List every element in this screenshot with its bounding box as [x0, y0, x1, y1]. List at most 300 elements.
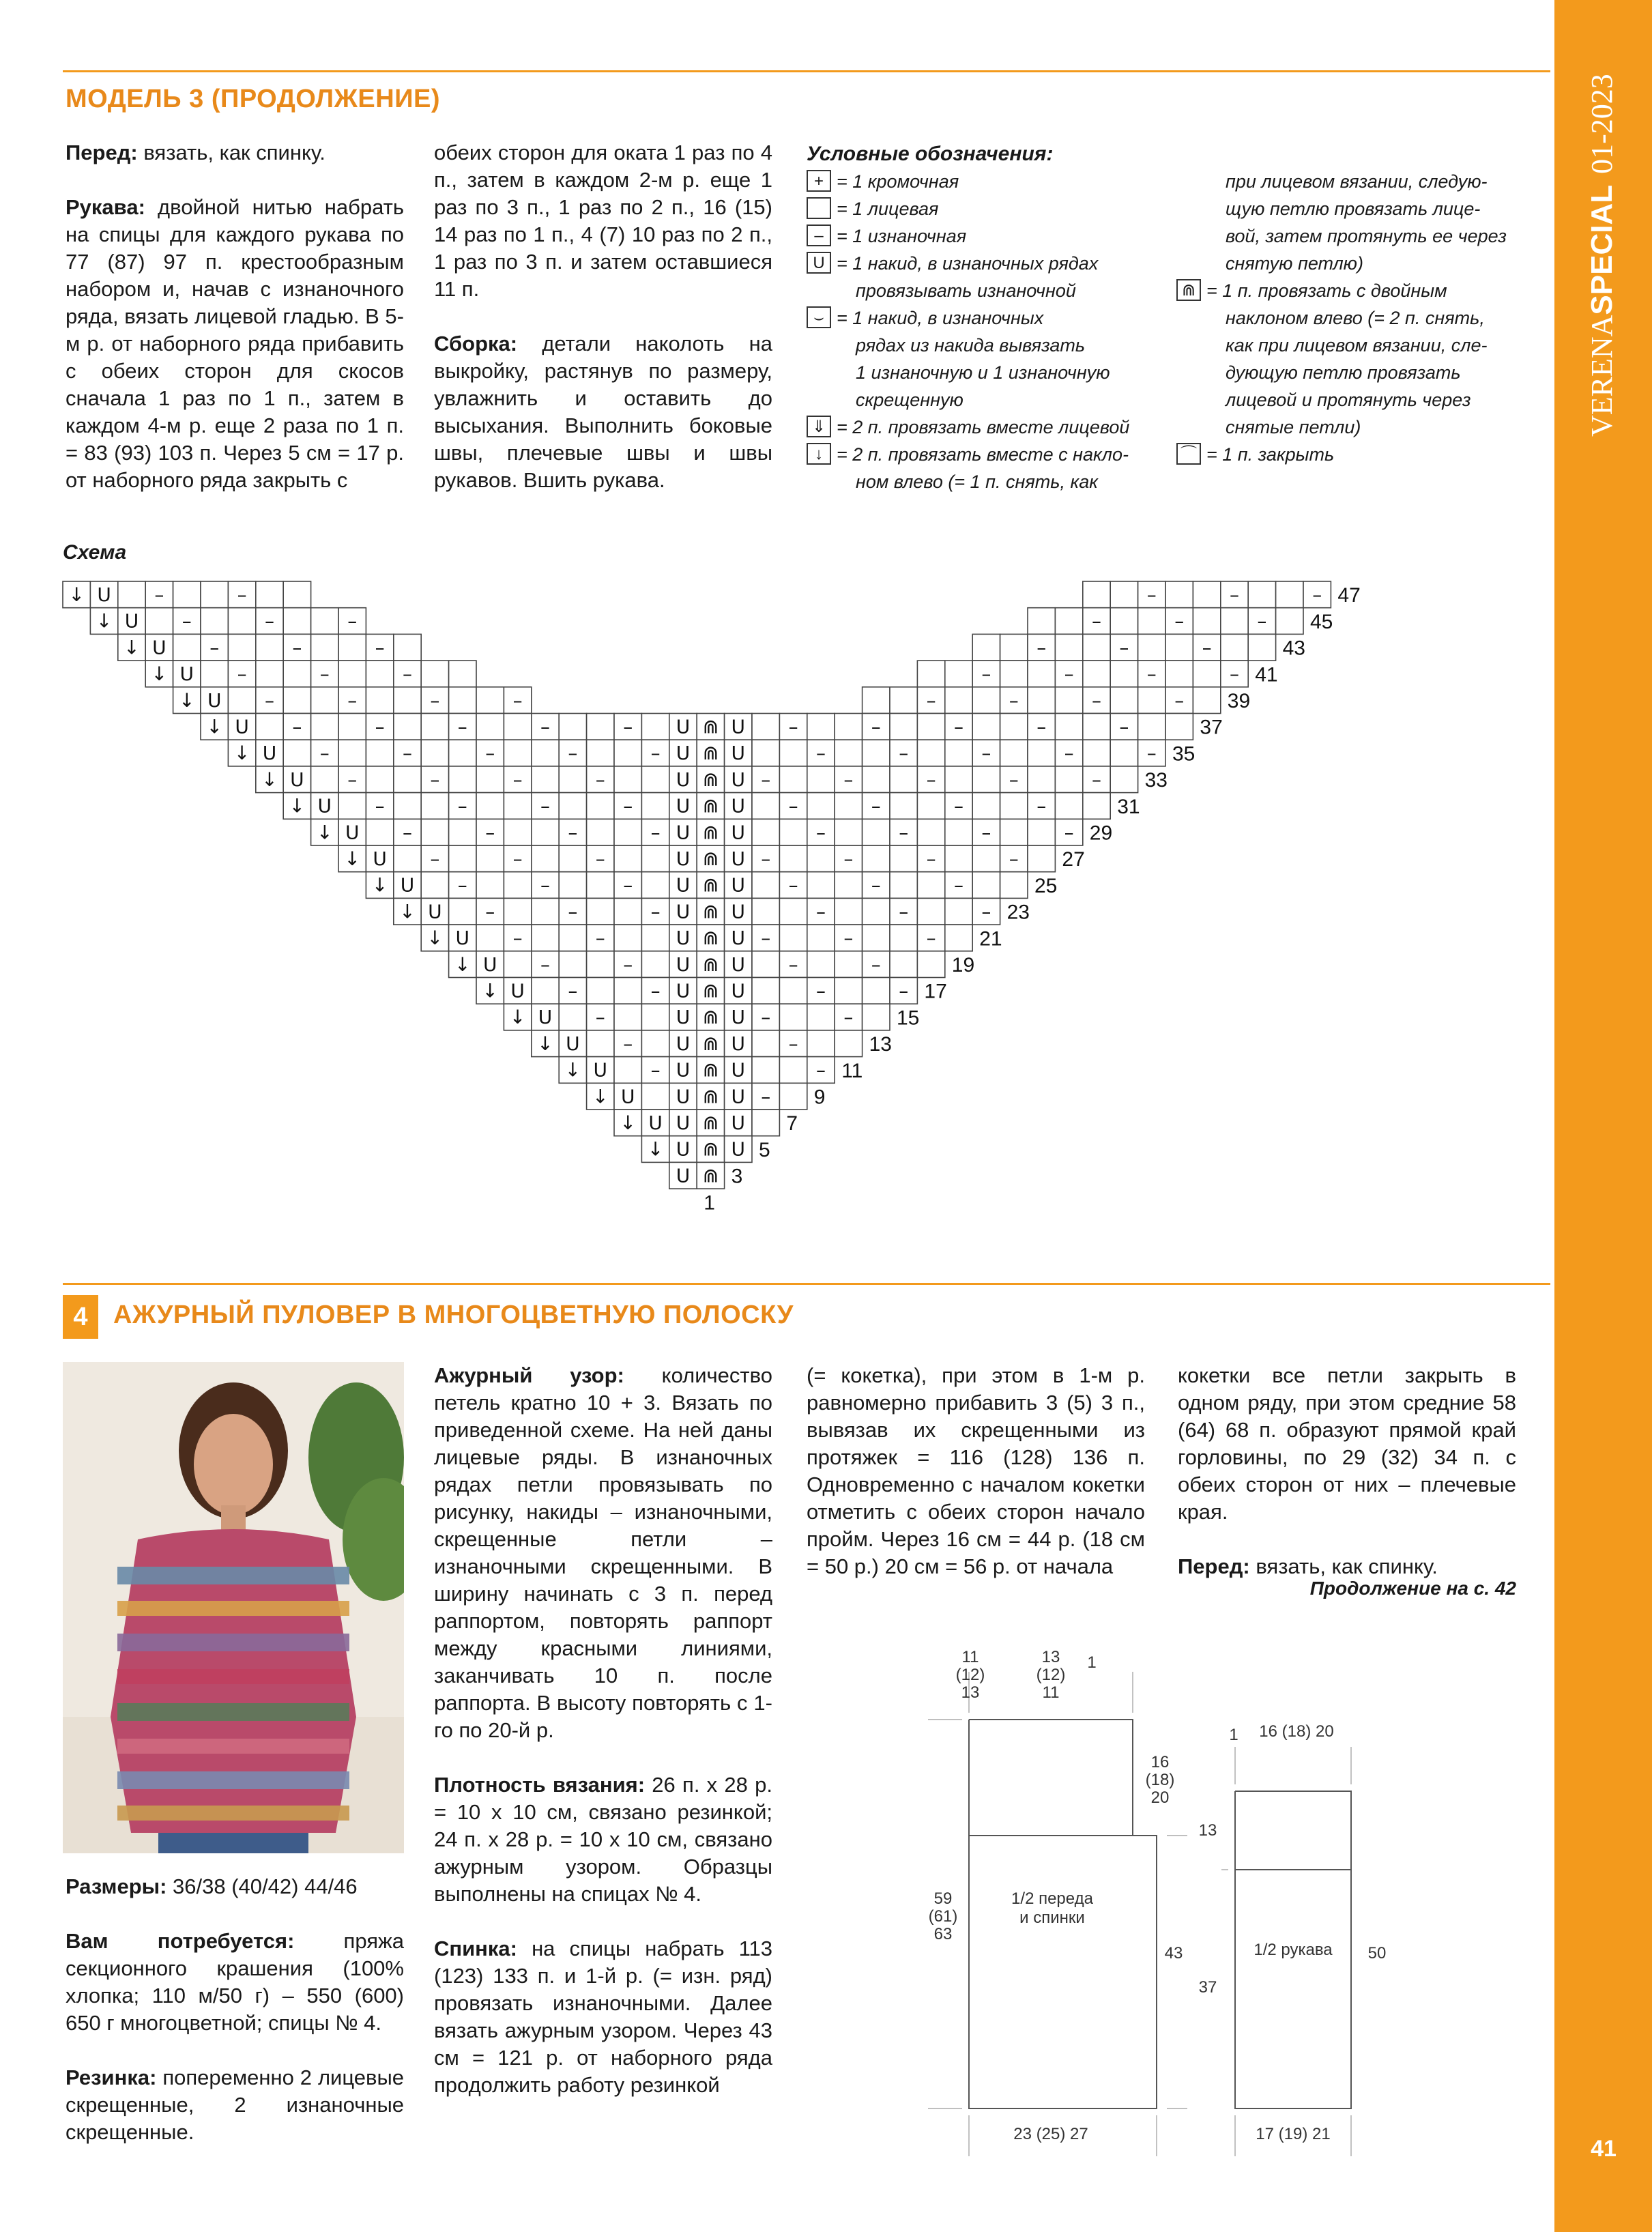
chart-cell	[779, 740, 807, 766]
chart-cell	[614, 925, 641, 951]
chart-symbol: –	[595, 1006, 605, 1029]
sleeve-bottom: 17 (19) 21	[1256, 2125, 1331, 2143]
chart-cell	[779, 845, 807, 872]
chart-symbol: –	[237, 663, 247, 686]
chart-symbol: –	[457, 715, 467, 738]
chart-cell	[394, 766, 421, 793]
chart-cell	[1000, 714, 1028, 740]
chart-symbol: –	[568, 821, 578, 844]
chart-symbol: –	[761, 847, 771, 871]
row-number: 39	[1227, 689, 1251, 712]
row-number: 35	[1172, 742, 1195, 766]
chart-symbol: –	[347, 689, 358, 712]
chart-cell	[1110, 661, 1137, 687]
legend-text-cont: рядах из накида вывязать	[856, 335, 1086, 356]
chart-symbol: –	[568, 979, 578, 1002]
paragraph-text: попеременно 2 лицевые скрещенные, 2 изнаночные скрещенные.	[66, 2066, 404, 2144]
chart-cell	[1083, 661, 1110, 687]
dim-right-a1: 16	[1150, 1753, 1170, 1771]
chart-cell	[1110, 581, 1137, 608]
dim-top-b2: (12)	[1036, 1666, 1066, 1684]
chart-symbol: –	[512, 847, 523, 871]
legend-text-cont: лицевой и протянуть через	[1226, 390, 1471, 410]
chart-cell	[863, 925, 890, 951]
chart-symbol: –	[512, 689, 523, 712]
chart-cell	[641, 1083, 669, 1110]
chart-symbol: –	[1119, 636, 1129, 659]
chart-cell	[1248, 634, 1275, 661]
row-number: 37	[1200, 716, 1223, 739]
row-number: 27	[1062, 848, 1085, 871]
legend-symbol-icon: +	[807, 170, 831, 192]
chart-symbol: –	[843, 847, 854, 871]
chart-symbol: ↓	[344, 847, 360, 871]
chart-cell	[752, 898, 779, 925]
chart-symbol: –	[209, 636, 220, 659]
chart-cell	[1028, 740, 1055, 766]
chart-symbol: U	[179, 663, 194, 686]
legend-text-cont: провязывать изнаночной	[856, 280, 1076, 301]
paragraph-label: Перед:	[1178, 1554, 1250, 1578]
chart-cell	[532, 740, 559, 766]
model4-col3	[807, 1362, 1145, 1608]
chart-symbol: –	[843, 1006, 854, 1029]
chart-symbol: U	[676, 1085, 691, 1108]
row-number: 13	[869, 1033, 892, 1056]
chart-symbol: U	[731, 979, 746, 1002]
chart-cell	[641, 1030, 669, 1057]
chart-symbol: U	[731, 715, 746, 738]
chart-cell	[779, 766, 807, 793]
chart-symbol: –	[375, 715, 385, 738]
chart-cell	[614, 819, 641, 845]
legend-text-cont: дующую петлю провязать	[1226, 362, 1461, 383]
chart-cell	[504, 898, 531, 925]
chart-cell	[311, 687, 338, 714]
chart-cell	[504, 740, 531, 766]
chart-cell	[972, 793, 1000, 820]
chart-cell	[917, 740, 944, 766]
chart-symbol: ↓	[289, 794, 306, 817]
chart-cell	[1193, 608, 1220, 635]
chart-symbol: –	[816, 1058, 826, 1082]
legend-text: = 1 п. закрыть	[1206, 444, 1335, 465]
chart-symbol: ↓	[151, 663, 168, 686]
chart-cell	[366, 687, 393, 714]
row-number: 43	[1282, 637, 1305, 660]
paragraph-label: Сборка:	[434, 332, 518, 356]
legend-symbol-icon: U	[807, 252, 831, 274]
paragraph-label: Вам потребуется:	[66, 1929, 295, 1953]
chart-symbol: U	[97, 583, 111, 607]
chart-symbol: –	[1009, 847, 1019, 871]
chart-symbol: U	[731, 900, 746, 923]
chart-symbol: –	[265, 609, 274, 633]
row-number: 41	[1255, 663, 1278, 686]
chart-cell	[532, 978, 559, 1004]
chart-cell	[890, 766, 917, 793]
sleeve-37: 37	[1198, 1978, 1217, 1997]
paragraph	[66, 2064, 404, 2146]
chart-symbol: U	[676, 768, 691, 791]
chart-cell	[283, 740, 310, 766]
paragraph-label: Плотность вязания:	[434, 1773, 646, 1797]
dim-top-c: 1	[1087, 1653, 1097, 1672]
chart-symbol: ⋒	[702, 1085, 719, 1108]
chart-symbol: U	[731, 821, 746, 844]
model4-col2	[434, 1362, 772, 2126]
chart-symbol: ↓	[233, 742, 250, 765]
chart-cell	[863, 898, 890, 925]
chart-cell	[587, 978, 614, 1004]
chart-cell	[338, 740, 366, 766]
body-label-2: и спинки	[1019, 1909, 1085, 1927]
chart-symbol: U	[731, 1112, 746, 1135]
chart-cell	[807, 1030, 835, 1057]
dim-right-a2: (18)	[1145, 1771, 1175, 1789]
chart-cell	[394, 634, 421, 661]
chart-symbol: ↓	[454, 953, 471, 976]
paragraph-label: Рукава:	[66, 195, 145, 219]
legend-text-cont: при лицевом вязании, следую-	[1226, 171, 1488, 192]
chart-cell	[945, 845, 972, 872]
chart-symbol: ↓	[399, 900, 416, 923]
chart-symbol: –	[1064, 663, 1074, 686]
chart-cell	[890, 793, 917, 820]
chart-symbol: –	[568, 900, 578, 923]
chart-symbol: –	[981, 742, 991, 765]
chart-symbol: –	[788, 873, 798, 897]
chart-symbol: –	[154, 583, 164, 607]
paragraph-text: пряжа секционного крашения (100% хлопка; 110 м/50 г) – 550 (600) 650 г многоцветной; спицы № 4.	[66, 1929, 404, 2035]
chart-symbol: ⋒	[702, 1032, 719, 1055]
legend-symbol-icon: ⋒	[1176, 279, 1201, 301]
chart-symbol: –	[871, 794, 881, 817]
chart-symbol: U	[676, 847, 691, 871]
chart-symbol: U	[731, 1006, 746, 1029]
paragraph-text: вязать, как спинку.	[137, 141, 325, 164]
chart-symbol: ↓	[647, 1137, 664, 1161]
chart-cell	[863, 687, 890, 714]
chart-cell	[449, 845, 476, 872]
legend-text-cont: ном влево (= 1 п. снять, как	[856, 472, 1098, 492]
body-label-1: 1/2 переда	[1011, 1889, 1093, 1908]
chart-cell	[779, 1057, 807, 1084]
chart-symbol: U	[262, 742, 277, 765]
chart-symbol: –	[430, 689, 440, 712]
paragraph	[66, 1873, 404, 1900]
legend-text: = 1 накид, в изнаночных	[837, 308, 1044, 328]
chart-cell	[201, 608, 228, 635]
chart-symbol: –	[623, 1032, 633, 1055]
chart-cell	[835, 1030, 862, 1057]
chart-cell	[641, 845, 669, 872]
legend-text: = 1 изнаночная	[837, 226, 967, 246]
chart-cell	[1138, 687, 1165, 714]
paragraph-text: обеих сторон для оката 1 раз по 4 п., затем в каждом 2-м р. еще 1 раз по 3 п., 1 раз по 2 п., 16 (15) 14 раз по 1 п., 4 (7) 10 раз по 2 п., 1 раз по 3 п. и затем оставшиеся 11 п.	[434, 141, 772, 301]
chart-cell	[835, 740, 862, 766]
chart-cell	[752, 714, 779, 740]
legend-text-cont: снятую петлю)	[1226, 253, 1363, 274]
legend-text-cont: вой, затем протянуть ее через	[1226, 226, 1507, 246]
legend-text-cont: снятые петли)	[1226, 417, 1361, 437]
chart-symbol: U	[207, 689, 222, 712]
chart-cell	[559, 1004, 586, 1030]
model4-col1	[66, 1873, 404, 2173]
chart-cell	[1028, 766, 1055, 793]
chart-symbol: –	[899, 900, 909, 923]
chart-symbol: ↓	[564, 1058, 581, 1082]
chart-symbol: U	[510, 979, 525, 1002]
chart-symbol: –	[1230, 663, 1239, 686]
dim-right-b: 43	[1164, 1944, 1183, 1962]
paragraph-label: Ажурный узор:	[434, 1363, 624, 1387]
dim-top-b1: 13	[1041, 1648, 1060, 1666]
chart-symbol: –	[816, 742, 826, 765]
chart-cell	[890, 872, 917, 899]
chart-cell	[504, 819, 531, 845]
chart-cell	[532, 766, 559, 793]
chart-cell	[972, 766, 1000, 793]
chart-cell	[559, 714, 586, 740]
legend-symbol-icon: ⌒	[1176, 443, 1201, 465]
chart-cell	[752, 1110, 779, 1136]
chart-symbol: ↓	[592, 1085, 609, 1108]
chart-cell	[1110, 608, 1137, 635]
chart-symbol: U	[620, 1085, 635, 1108]
paragraph-text: на спицы набрать 113 (123) 133 п. и 1-й р. (= изн. ряд) провязать изнаночными. Далее вязать ажурным узором. Через 43 см = 121 р. от наборного ряда продолжить работу резинкой	[434, 1937, 772, 2097]
chart-symbol: –	[871, 715, 881, 738]
paragraph	[1178, 1553, 1516, 1580]
chart-cell	[173, 581, 201, 608]
row-number: 23	[1006, 901, 1030, 924]
chart-symbol: –	[954, 873, 963, 897]
chart-cell	[1138, 714, 1165, 740]
chart-cell	[421, 714, 448, 740]
chart-cell	[338, 634, 366, 661]
row-number: 25	[1034, 874, 1058, 897]
chart-cell	[283, 608, 310, 635]
chart-symbol: U	[731, 873, 746, 897]
chart-cell	[283, 661, 310, 687]
chart-symbol: –	[540, 953, 550, 976]
legend-symbol-icon: ⌣	[807, 306, 831, 328]
chart-symbol: –	[319, 742, 330, 765]
chart-cell	[1000, 819, 1028, 845]
chart-cell	[807, 714, 835, 740]
chart-cell	[283, 687, 310, 714]
chart-symbol: –	[430, 768, 440, 791]
chart-symbol: U	[152, 636, 166, 659]
chart-symbol: –	[788, 953, 798, 976]
chart-symbol: U	[676, 794, 691, 817]
chart-cell	[449, 740, 476, 766]
issue: 01-2023	[1585, 74, 1619, 174]
chart-symbol: ↓	[371, 873, 388, 897]
chart-symbol: –	[540, 873, 550, 897]
chart-cell	[587, 740, 614, 766]
chart-symbol: –	[954, 715, 963, 738]
chart-cell	[752, 819, 779, 845]
row-number: 15	[897, 1006, 920, 1030]
row-number: 7	[786, 1112, 798, 1135]
sweater-photo	[63, 1362, 404, 1853]
chart-cell	[1193, 661, 1220, 687]
paragraph-text: кокетки все петли закрыть в одном ряду, при этом средние 58 (64) 68 п. образуют прямой край горловины, по 29 (32) 34 п. с обеих сторон от них – плечевые края.	[1178, 1363, 1516, 1524]
chart-cell	[559, 872, 586, 899]
chart-symbol: ↓	[537, 1032, 553, 1055]
chart-cell	[972, 634, 1000, 661]
chart-cell	[201, 661, 228, 687]
chart-symbol: –	[237, 583, 247, 607]
chart-symbol: –	[1174, 609, 1185, 633]
paragraph-label: Перед:	[66, 141, 138, 164]
legend-symbol-icon: ⇓	[807, 416, 831, 437]
chart-cell	[752, 740, 779, 766]
chart-cell	[449, 898, 476, 925]
chart-symbol: U	[345, 821, 360, 844]
dim-left-3: 63	[933, 1925, 953, 1943]
chart-symbol: ⋒	[702, 1112, 719, 1135]
chart-cell	[835, 872, 862, 899]
chart-cell	[614, 740, 641, 766]
chart-cell	[1110, 766, 1137, 793]
chart-symbol: U	[676, 979, 691, 1002]
paragraph	[66, 1928, 404, 2037]
paragraph	[434, 1362, 772, 1744]
chart-symbol: –	[403, 742, 412, 765]
chart-cell	[1000, 740, 1028, 766]
chart-symbol: –	[457, 794, 467, 817]
chart-cell	[835, 978, 862, 1004]
chart-symbol: U	[400, 873, 415, 897]
chart-cell	[476, 793, 504, 820]
chart-cell	[1028, 845, 1055, 872]
legend-symbol-icon: ↓	[807, 443, 831, 465]
chart-cell	[173, 634, 201, 661]
chart-cell	[863, 766, 890, 793]
chart-symbol: U	[593, 1058, 608, 1082]
chart-cell	[779, 1004, 807, 1030]
chart-symbol: U	[566, 1032, 580, 1055]
chart-cell	[1138, 634, 1165, 661]
chart-cell	[311, 766, 338, 793]
legend-text-cont: как при лицевом вязании, сле-	[1226, 335, 1488, 356]
chart-symbol: ↓	[124, 636, 140, 659]
dim-left-1: 59	[933, 1889, 953, 1908]
chart-cell	[972, 845, 1000, 872]
chart-cell	[421, 661, 448, 687]
dim-top-a2: (12)	[955, 1666, 985, 1684]
chart-cell	[559, 845, 586, 872]
legend-text-cont: щую петлю провязать лице-	[1226, 199, 1481, 219]
chart-cell	[587, 872, 614, 899]
chart-symbol: ⋒	[702, 873, 719, 897]
chart-cell	[256, 581, 283, 608]
chart-symbol: –	[623, 873, 633, 897]
chart-symbol: –	[1230, 583, 1239, 607]
chart-symbol: –	[761, 1085, 771, 1108]
chart-symbol: ⋒	[702, 847, 719, 871]
dim-right-a3: 20	[1150, 1788, 1170, 1807]
chart-cell	[1055, 714, 1082, 740]
chart-cell	[1028, 687, 1055, 714]
chart-cell	[752, 1057, 779, 1084]
dim-top-a1: 11	[961, 1648, 979, 1666]
chart-cell	[1028, 608, 1055, 635]
chart-cell	[228, 687, 255, 714]
chart-symbol: –	[512, 927, 523, 950]
paragraph-label: Резинка:	[66, 2066, 157, 2089]
chart-symbol: –	[954, 794, 963, 817]
paragraph-text: вязать, как спинку.	[1249, 1554, 1438, 1578]
chart-symbol: –	[403, 821, 412, 844]
chart-symbol: U	[731, 1058, 746, 1082]
chart-symbol: –	[788, 715, 798, 738]
chart-cell	[890, 714, 917, 740]
chart-cell	[476, 766, 504, 793]
chart-symbol: U	[428, 900, 442, 923]
chart-symbol: –	[843, 927, 854, 950]
chart-cell	[283, 581, 310, 608]
chart-cell	[972, 872, 1000, 899]
chart-cell	[476, 925, 504, 951]
chart-cell	[779, 1083, 807, 1110]
chart-symbol: –	[926, 689, 936, 712]
chart-cell	[641, 925, 669, 951]
chart-symbol: –	[1119, 715, 1129, 738]
chart-symbol: U	[731, 953, 746, 976]
chart-cell	[807, 951, 835, 978]
chart-cell	[945, 898, 972, 925]
chart-symbol: –	[761, 927, 771, 950]
chart-symbol: –	[843, 768, 854, 791]
chart-cell	[807, 872, 835, 899]
chart-cell	[1193, 581, 1220, 608]
chart-symbol: U	[676, 1006, 691, 1029]
paragraph-label: Размеры:	[66, 1874, 167, 1898]
chart-cell	[807, 793, 835, 820]
chart-cell	[1055, 687, 1082, 714]
row-number: 21	[979, 927, 1002, 951]
chart-symbol: ⋒	[702, 1006, 719, 1029]
chart-cell	[366, 819, 393, 845]
dim-top-a3: 13	[961, 1683, 980, 1702]
chart-cell	[1193, 687, 1220, 714]
chart-symbol: –	[1009, 689, 1019, 712]
chart-cell	[338, 661, 366, 687]
paragraph-text: двойной нитью набрать на спицы для каждого рукава по 77 (87) 97 п. крестообразным набором и, начав с изнаночного ряда, вязать лицевой гладью. В 5-м р. от наборного ряда прибавить с обеих сторон для скосов сначала 1 раз по 1 п., затем в каждом 4-м р. еще 2 раза по 1 п. = 83 (93) 103 п. Через 5 см = 17 р. от наборного ряда закрыть с	[66, 195, 404, 492]
chart-symbol: ⋒	[702, 768, 719, 791]
chart-cell	[1083, 634, 1110, 661]
chart-symbol: U	[676, 927, 691, 950]
chart-symbol: –	[899, 821, 909, 844]
chart-cell	[614, 1057, 641, 1084]
chart-cell	[476, 687, 504, 714]
chart-symbol: –	[1092, 768, 1101, 791]
chart-cell	[1165, 634, 1193, 661]
chart-cell	[945, 925, 972, 951]
chart-symbol: –	[1064, 742, 1074, 765]
chart-cell	[587, 714, 614, 740]
chart-cell	[1055, 766, 1082, 793]
legend-symbol-icon: –	[807, 224, 831, 246]
chart-cell	[863, 1004, 890, 1030]
chart-cell	[945, 819, 972, 845]
chart-symbol: –	[899, 979, 909, 1002]
model4-col4	[1178, 1362, 1516, 1608]
chart-cell	[476, 872, 504, 899]
